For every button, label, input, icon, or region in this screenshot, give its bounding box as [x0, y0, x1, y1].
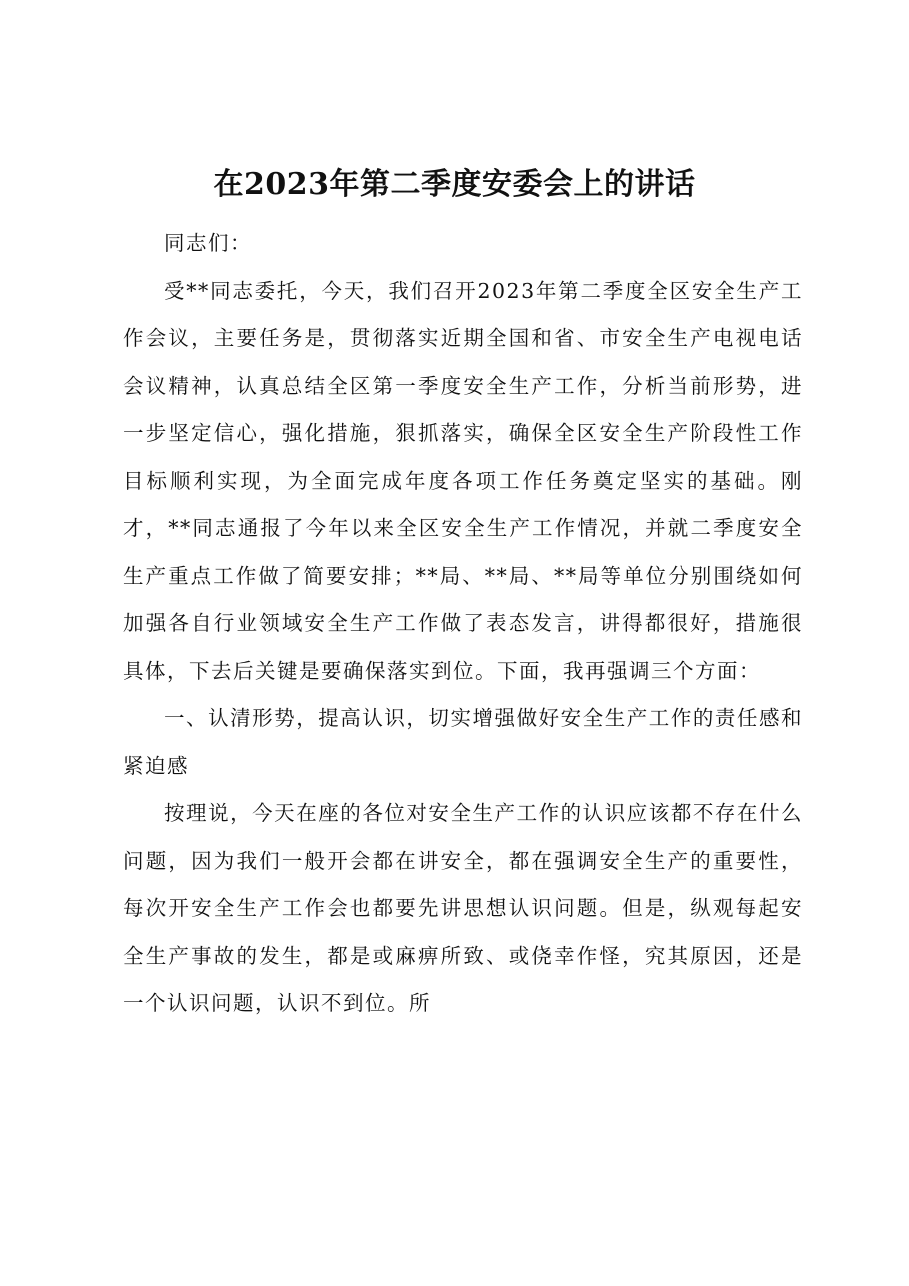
document-body — [123, 220, 803, 1028]
salutation-paragraph: 同志们： — [164, 231, 252, 255]
intro-paragraph: 受**同志委托，今天，我们召开2023年第二季度全区安全生产工作会议，主要任务是，贯彻落实近期全国和省、市安全生产电视电话会议精神，认真总结全区第一季度安全生产工作，分析当前形势，进一步坚定信心，强化措施，狠抓落实，确保全区安全生产阶段性工作目标顺利实现，为全面完成年度各项工作任务奠定坚实的基础。刚才，**同志通报了今年以来全区安全生产工作情况，并就二季度安全生产重点工作做了简要安排；**局、**局、**局等单位分别围绕如何加强各自行业领域安全生产工作做了表态发言，讲得都很好，措施很具体，下去后关键是要确保落实到位。下面，我再强调三个方面： — [123, 278, 803, 683]
document-title: 在2023年第二季度安委会上的讲话 — [213, 167, 696, 202]
section-heading-1: 一、认清形势，提高认识，切实增强做好安全生产工作的责任感和紧迫感 — [123, 706, 803, 778]
body-paragraph: 按理说，今天在座的各位对安全生产工作的认识应该都不存在什么问题，因为我们一般开会都在讲安全，都在强调安全生产的重要性，每次开安全生产工作会也都要先讲思想认识问题。但是，纵观每起安全生产事故的发生，都是或麻痹所致、或侥幸作怪，究其原因，还是一个认识问题，认识不到位。所 — [123, 801, 803, 1015]
